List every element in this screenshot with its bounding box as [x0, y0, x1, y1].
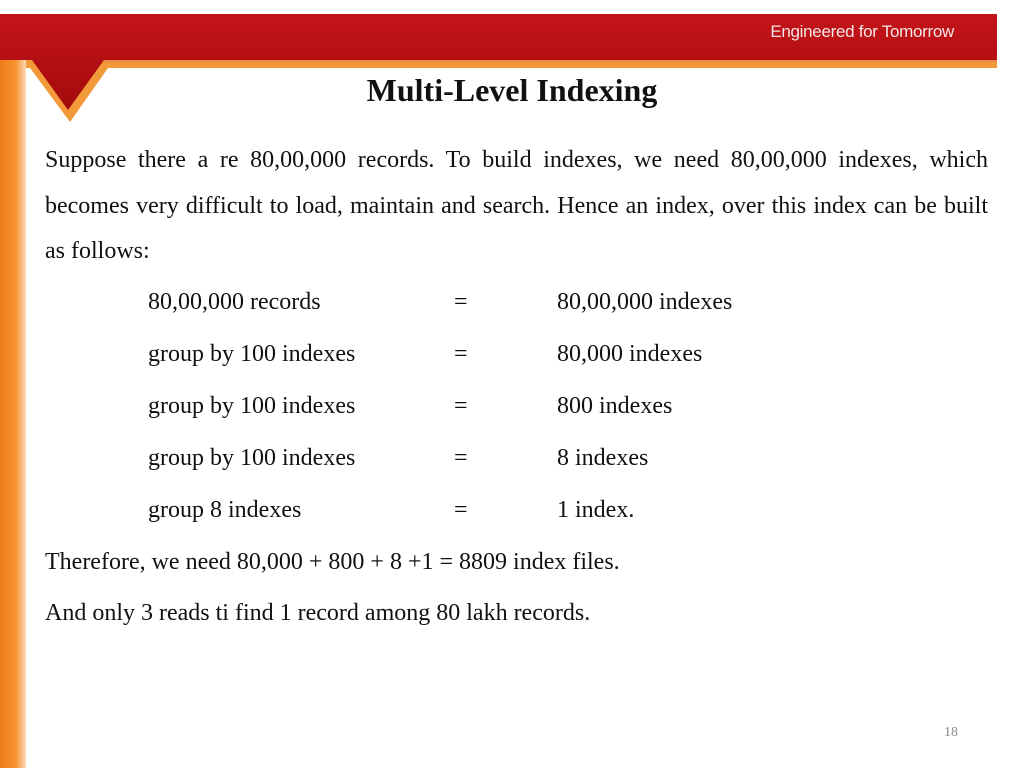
- summary-line: And only 3 reads ti find 1 record among 80 lakh records.: [45, 600, 591, 626]
- index-level-row: [0, 493, 1024, 527]
- row-left-text: 80,00,000 records: [148, 289, 321, 315]
- row-right-text: 8 indexes: [557, 445, 649, 471]
- row-left-text: group by 100 indexes: [148, 393, 356, 419]
- conclusion-line: Therefore, we need 80,000 + 800 + 8 +1 = 8809 index files.: [45, 549, 620, 575]
- index-level-row: [0, 441, 1024, 475]
- row-right-text: 1 index.: [557, 497, 635, 523]
- page-number: 18: [944, 725, 958, 740]
- row-left-text: group by 100 indexes: [148, 445, 356, 471]
- row-left-text: group by 100 indexes: [148, 341, 356, 367]
- row-left-text: group 8 indexes: [148, 497, 302, 523]
- row-equals-sign: =: [454, 445, 468, 471]
- row-equals-sign: =: [454, 289, 468, 315]
- intro-paragraph: Suppose there a re 80,00,000 records. To build indexes, we need 80,00,000 indexes, which becomes very difficult to load, maintain and search. Hence an index, over this index can be built as follows:: [45, 147, 988, 264]
- header-underline: [104, 60, 997, 62]
- row-right-text: 80,000 indexes: [557, 341, 703, 367]
- row-right-text: 80,00,000 indexes: [557, 289, 733, 315]
- row-equals-sign: =: [454, 341, 468, 367]
- slide-title: Multi-Level Indexing: [366, 72, 658, 108]
- brand-tagline: Engineered for Tomorrow: [770, 22, 954, 41]
- row-equals-sign: =: [454, 497, 468, 523]
- row-equals-sign: =: [454, 393, 468, 419]
- index-level-row: [0, 285, 1024, 319]
- row-right-text: 800 indexes: [557, 393, 673, 419]
- index-level-row: [0, 389, 1024, 423]
- index-level-row: [0, 337, 1024, 371]
